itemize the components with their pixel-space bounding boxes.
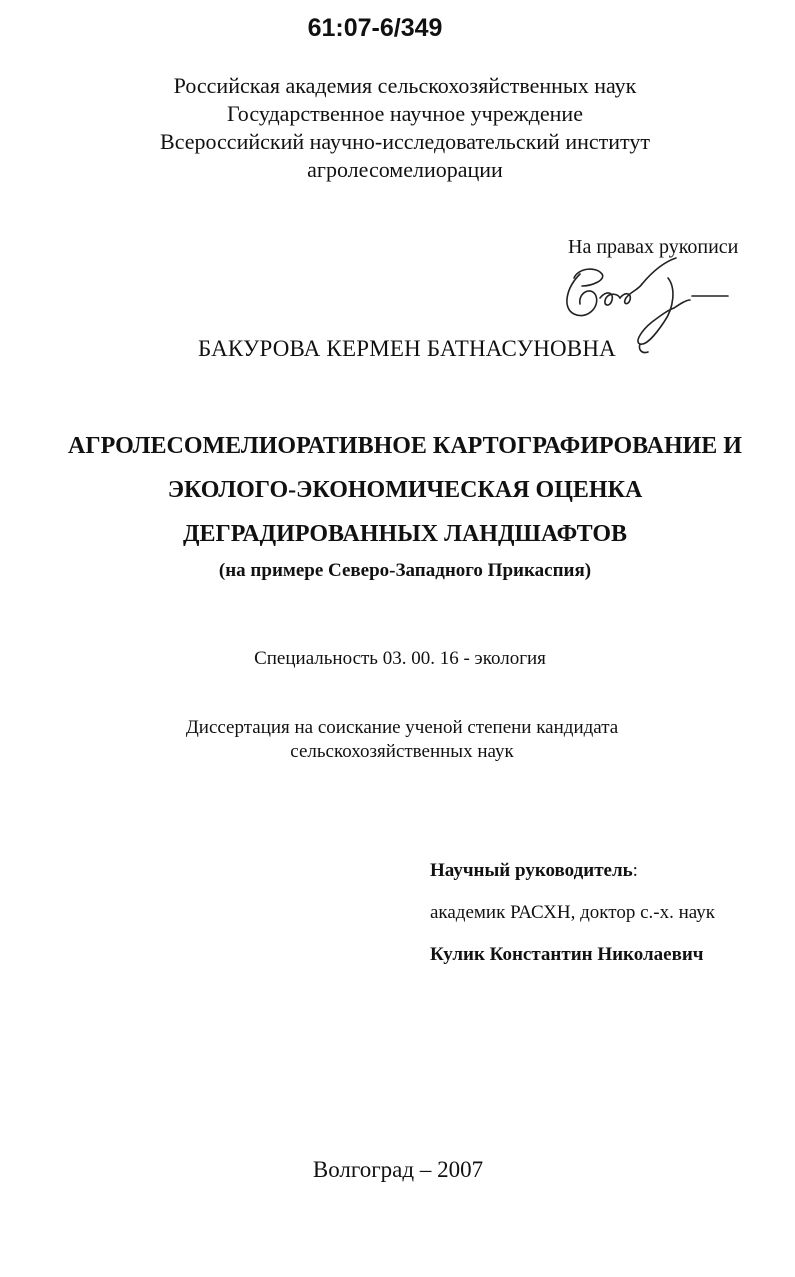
- organization-line: Всероссийский научно-исследовательский институт: [160, 129, 650, 154]
- supervisor-label: Научный руководитель: [430, 860, 633, 881]
- dissertation-title: [0, 424, 795, 556]
- archive-code: 61:07-6/349: [307, 14, 443, 42]
- organization-block: [0, 72, 795, 184]
- author-name: БАКУРОВА КЕРМЕН БАТНАСУНОВНА: [198, 336, 616, 361]
- title-line: АГРОЛЕСОМЕЛИОРАТИВНОЕ КАРТОГРАФИРОВАНИЕ И: [68, 433, 742, 459]
- organization-line: агролесомелиорации: [307, 157, 503, 182]
- supervisor-degree: академик РАСХН, доктор с.-х. наук: [430, 902, 715, 923]
- title-subtitle: (на примере Северо-Западного Прикаспия): [218, 560, 592, 581]
- organization-line: Российская академия сельскохозяйственных наук: [173, 73, 637, 98]
- supervisor-name: Кулик Константин Николаевич: [430, 944, 704, 965]
- degree-statement: [0, 716, 795, 764]
- title-line: ДЕГРАДИРОВАННЫХ ЛАНДШАФТОВ: [182, 521, 628, 547]
- title-line: ЭКОЛОГО-ЭКОНОМИЧЕСКАЯ ОЦЕНКА: [167, 477, 643, 503]
- degree-statement-line: сельскохозяйственных наук: [290, 741, 514, 762]
- place-and-year: Волгоград – 2007: [312, 1157, 484, 1182]
- organization-line: Государственное научное учреждение: [227, 101, 583, 126]
- specialty: Специальность 03. 00. 16 - экология: [254, 648, 546, 669]
- supervisor-label-colon: :: [632, 860, 638, 881]
- supervisor-block: [430, 860, 715, 966]
- manuscript-rights-note: На правах рукописи: [568, 236, 739, 258]
- degree-statement-line: Диссертация на соискание ученой степени кандидата: [185, 717, 619, 738]
